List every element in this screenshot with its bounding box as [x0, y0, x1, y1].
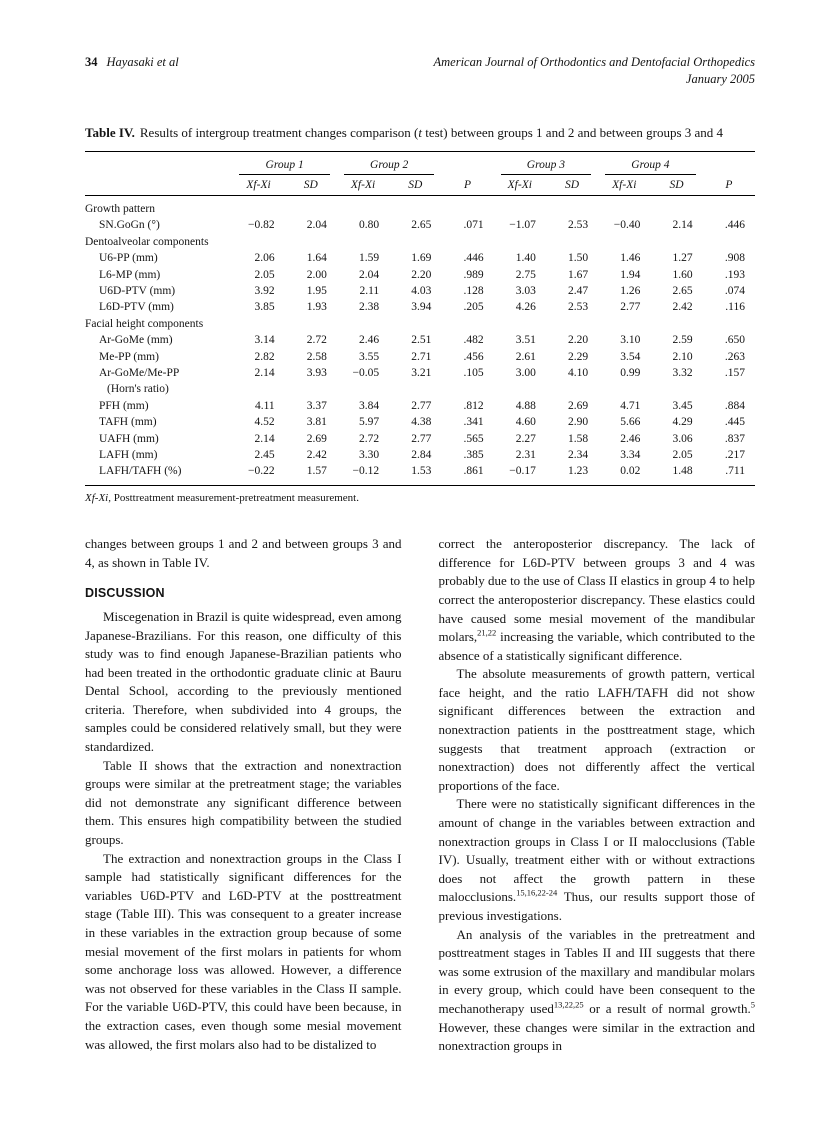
value-cell: 2.46	[620, 432, 641, 445]
value-cell	[494, 234, 546, 250]
value-cell: .263	[724, 350, 745, 363]
value-cell: 3.45	[672, 399, 693, 412]
row-label: U6D-PTV (mm)	[99, 284, 176, 297]
text-run: t	[418, 124, 422, 140]
group-1-header-cell	[232, 151, 337, 175]
value-cell	[337, 381, 389, 397]
value-cell: .456	[463, 350, 484, 363]
value-cell: 2.90	[568, 416, 589, 429]
paragraph	[85, 850, 402, 1055]
spacer-cell	[703, 151, 755, 175]
table-row	[85, 381, 755, 397]
value-cell: 3.14	[254, 334, 275, 347]
value-cell: .193	[724, 268, 745, 281]
row-label: L6D-PTV (mm)	[99, 301, 174, 314]
value-cell: 2.47	[568, 284, 589, 297]
value-cell: 4.26	[515, 301, 536, 314]
value-cell	[337, 234, 389, 250]
value-cell: .650	[724, 334, 745, 347]
value-cell: 1.60	[672, 268, 693, 281]
value-cell	[285, 234, 337, 250]
subheader-sd: SD	[546, 175, 598, 196]
text-run: increasing the variable, which contributed to the absence of a statistically significant difference.	[438, 629, 755, 663]
value-cell: 2.59	[672, 334, 693, 347]
value-cell: 2.71	[411, 350, 432, 363]
value-cell	[285, 381, 337, 397]
row-label: TAFH (mm)	[99, 416, 157, 429]
table-section-row	[85, 234, 755, 250]
value-cell	[337, 316, 389, 332]
table-row	[85, 217, 755, 233]
body-column-right	[439, 535, 756, 1056]
value-cell: .341	[463, 416, 484, 429]
row-label: Ar-GoMe/Me-PP	[99, 367, 180, 379]
text-run: or a result of normal growth.	[583, 1000, 751, 1016]
page-header-left	[85, 54, 179, 71]
value-cell	[389, 195, 441, 217]
value-cell: 2.69	[306, 432, 327, 445]
value-cell	[389, 316, 441, 332]
value-cell: 2.11	[359, 284, 380, 297]
table-row	[85, 250, 755, 266]
subheader-sd: SD	[389, 175, 441, 196]
table-subheader-row	[85, 175, 755, 196]
subheader-p: P	[441, 175, 493, 196]
table-row	[85, 365, 755, 381]
value-cell: 3.37	[306, 399, 327, 412]
table-body	[85, 195, 755, 485]
value-cell: 2.14	[254, 432, 275, 445]
value-cell	[650, 234, 702, 250]
value-cell: 2.06	[254, 252, 275, 265]
value-cell: .711	[703, 463, 755, 485]
value-cell: −0.82	[248, 219, 275, 232]
value-cell: .385	[463, 449, 484, 462]
spacer-cell	[85, 175, 232, 196]
value-cell: 2.58	[306, 350, 327, 363]
issue-date: January 2005	[685, 71, 755, 86]
value-cell: 2.38	[359, 301, 380, 314]
value-cell: 2.04	[359, 268, 380, 281]
text-run: correct the anteroposterior discrepancy. The lack of difference for L6D-PTV between groups 3 and 4 was probably due to the use of Class II elastics in group 4 to help correct the anteroposterior discrepancy. These elastics could have caused some mesial movement of the mandibular molars,	[438, 536, 755, 645]
table-footnote	[85, 491, 755, 505]
value-cell: 2.77	[411, 432, 432, 445]
text-run: Thus, our results support those of previous investigations.	[438, 889, 755, 924]
value-cell	[598, 234, 650, 250]
value-cell: 2.51	[411, 334, 432, 347]
value-cell: .128	[463, 284, 484, 297]
value-cell: 4.11	[254, 399, 275, 412]
value-cell	[232, 195, 284, 217]
subheader-xfxi: Xf-Xi	[494, 175, 546, 196]
value-cell: .908	[724, 252, 745, 265]
value-cell	[598, 195, 650, 217]
journal-name: American Journal of Orthodontics and Dentofacial Orthopedics	[433, 55, 755, 69]
value-cell: 3.94	[411, 301, 432, 314]
value-cell: .105	[463, 367, 484, 379]
value-cell: 2.42	[672, 301, 693, 314]
value-cell: 2.00	[306, 268, 327, 281]
citation-superscript: 5	[750, 999, 755, 1010]
value-cell: 2.65	[411, 219, 432, 232]
value-cell: 3.34	[620, 449, 641, 462]
value-cell: 2.72	[306, 334, 327, 347]
value-cell: 2.53	[568, 301, 589, 314]
text-run: test) between groups 1 and 2 and between groups 3 and 4	[421, 124, 724, 140]
value-cell: 2.61	[515, 350, 536, 363]
value-cell: 3.81	[306, 416, 327, 429]
value-cell: 5.97	[359, 416, 380, 429]
value-cell: 5.66	[620, 416, 641, 429]
value-cell: 2.84	[411, 449, 432, 462]
value-cell: 3.00	[515, 367, 536, 379]
value-cell	[494, 316, 546, 332]
value-cell	[598, 381, 650, 397]
row-label: (Horn's ratio)	[107, 383, 169, 396]
table-row	[85, 463, 755, 485]
table-section-row	[85, 316, 755, 332]
value-cell: .446	[724, 219, 745, 232]
value-cell: −0.17	[494, 463, 546, 485]
table-caption-text	[140, 125, 723, 140]
body-column-left	[85, 535, 402, 1056]
row-label: Growth pattern	[85, 202, 155, 215]
subheader-p: P	[703, 175, 755, 196]
value-cell: 4.71	[620, 399, 641, 412]
value-cell: .445	[724, 416, 745, 429]
value-cell: 2.53	[568, 219, 589, 232]
group-3-header: Group 3	[501, 159, 592, 175]
value-cell: .884	[724, 399, 745, 412]
text-run: An analysis of the variables in the pretreatment and posttreatment stages in Tables II and III suggests that there was some extrusion of the maxillary and mandibular molars in every group, which could have been consequent to the mechanotherapy used	[438, 926, 755, 1016]
table-row	[85, 414, 755, 430]
table-row	[85, 398, 755, 414]
group-2-header: Group 2	[344, 159, 435, 175]
value-cell: 3.92	[254, 284, 275, 297]
value-cell	[703, 195, 755, 217]
table-row	[85, 447, 755, 463]
value-cell: 2.14	[672, 219, 693, 232]
paragraph	[439, 665, 756, 795]
value-cell: .116	[725, 301, 745, 314]
value-cell: .812	[463, 399, 484, 412]
text-run: Miscegenation in Brazil is quite widespread, even among Japanese-Brazilians. For this reason, one difficulty of this study was to find enough Japanese-Brazilian patients who had been treated in the orthodontic graduate clinic at Bauru Dental School, according to the previously mentioned criteria. Therefore, when subdivided into 4 groups, the samples could be considered relatively small, but they were standardized.	[85, 608, 402, 755]
table-row	[85, 267, 755, 283]
value-cell: 3.85	[254, 301, 275, 314]
row-label: Me-PP (mm)	[99, 350, 159, 363]
text-run: changes between groups 1 and 2 and between groups 3 and 4, as shown in Table IV.	[85, 536, 402, 570]
value-cell: 3.93	[306, 367, 327, 379]
value-cell: 2.14	[254, 367, 275, 379]
value-cell	[546, 381, 598, 397]
value-cell: 4.52	[254, 416, 275, 429]
value-cell: 2.05	[254, 268, 275, 281]
value-cell	[441, 381, 493, 397]
row-label: LAFH (mm)	[99, 449, 158, 462]
value-cell	[703, 316, 755, 332]
row-label: Facial height components	[85, 317, 204, 330]
row-label: UAFH (mm)	[99, 432, 159, 445]
value-cell: .482	[463, 334, 484, 347]
value-cell: −0.40	[613, 219, 641, 232]
value-cell: 3.84	[359, 399, 380, 412]
citation-superscript: 15,16,22-24	[516, 888, 558, 899]
value-cell	[285, 316, 337, 332]
value-cell	[546, 195, 598, 217]
value-cell: 4.60	[515, 416, 536, 429]
value-cell: 3.55	[359, 350, 380, 363]
group-4-header-cell	[598, 151, 703, 175]
value-cell	[389, 381, 441, 397]
group-4-header: Group 4	[605, 159, 696, 175]
text-run: Results of intergroup treatment changes comparison (	[139, 124, 419, 140]
row-label: Ar-GoMe (mm)	[99, 334, 173, 347]
text-run: However, these changes were similar in the extraction and nonextraction groups in	[438, 1019, 755, 1054]
value-cell: 1.67	[568, 268, 589, 281]
value-cell: .446	[463, 252, 484, 265]
table-row	[85, 283, 755, 299]
citation-superscript: 13,22,25	[553, 999, 584, 1010]
value-cell	[494, 195, 546, 217]
value-cell: 0.99	[620, 367, 641, 379]
table-row	[85, 299, 755, 315]
citation-superscript: 21,22	[477, 627, 497, 638]
page-number: 34	[85, 55, 98, 69]
running-authors: Hayasaki et al	[106, 55, 179, 69]
table-row	[85, 349, 755, 365]
value-cell: 3.54	[620, 350, 641, 363]
text-run: There were no statistically significant differences in the amount of change in the variables between extraction and nonextraction groups in Class I or II malocclusions (Table IV). Usually, treatment either with or without extractions does not affect the growth pattern in these malocclusions.	[438, 796, 755, 905]
article-body	[85, 535, 755, 1056]
value-cell: 2.10	[672, 350, 693, 363]
spacer-cell	[85, 151, 232, 175]
text-run: Table II shows that the extraction and nonextraction groups were similar at the pretreatment stage; the variables did not demonstrate any significant difference between them. This ensures high compatibility between the studied groups.	[85, 757, 402, 848]
value-cell: −0.05	[352, 367, 380, 379]
value-cell: 1.69	[411, 252, 432, 265]
value-cell: 4.38	[411, 416, 432, 429]
table-label: Table IV.	[85, 124, 135, 140]
paragraph	[85, 535, 402, 572]
value-cell: −0.12	[337, 463, 389, 485]
value-cell: 3.32	[672, 367, 693, 379]
text-run: The extraction and nonextraction groups in the Class I sample had statistically significant differences for the variables U6D-PTV and L6D-PTV at the posttreatment stage (Table III). This was consequent to a greater increase in these variables in the extraction group because of some mesial movement of the first molars in patients for whom some anchorage loss was allowed. However, a difference was not observed for these variables in the Class II sample. For the variable U6D-PTV, this could have been because, in the extraction cases, even though some mesial movement was allowed, the first molars also had to be distalized to	[85, 850, 402, 1052]
value-cell: 2.20	[568, 334, 589, 347]
table-row	[85, 332, 755, 348]
table-group-header-row	[85, 151, 755, 175]
row-label: Dentoalveolar components	[85, 235, 209, 248]
value-cell	[703, 234, 755, 250]
value-cell: 3.03	[515, 284, 536, 297]
value-cell: .565	[463, 432, 484, 445]
value-cell: 1.59	[359, 252, 380, 265]
page-header-right	[434, 54, 756, 88]
value-cell: 1.50	[568, 252, 589, 265]
value-cell: 1.58	[568, 432, 589, 445]
value-cell	[285, 195, 337, 217]
value-cell: 2.42	[306, 449, 327, 462]
value-cell: 2.75	[515, 268, 536, 281]
row-label: SN.GoGn (°)	[99, 219, 160, 232]
value-cell	[441, 195, 493, 217]
value-cell: 2.05	[672, 449, 693, 462]
value-cell	[546, 234, 598, 250]
value-cell: 4.88	[515, 399, 536, 412]
subheader-xfxi: Xf-Xi	[232, 175, 284, 196]
value-cell: 1.53	[389, 463, 441, 485]
subheader-sd: SD	[650, 175, 702, 196]
results-table	[85, 151, 755, 486]
value-cell: 2.34	[568, 449, 589, 462]
group-3-header-cell	[494, 151, 599, 175]
table-iv-block	[85, 124, 755, 505]
value-cell: 2.20	[411, 268, 432, 281]
paragraph	[85, 608, 402, 757]
subheader-sd: SD	[285, 175, 337, 196]
value-cell: 4.29	[672, 416, 693, 429]
value-cell: .205	[463, 301, 484, 314]
row-label: PFH (mm)	[99, 399, 149, 412]
paragraph	[439, 926, 756, 1056]
value-cell: 2.04	[306, 219, 327, 232]
value-cell	[232, 234, 284, 250]
paragraph	[439, 535, 756, 665]
value-cell: 3.30	[359, 449, 380, 462]
table-section-row	[85, 195, 755, 217]
value-cell	[389, 234, 441, 250]
value-cell	[494, 381, 546, 397]
value-cell: 1.48	[650, 463, 702, 485]
page-header	[85, 54, 755, 88]
value-cell: 1.27	[672, 252, 693, 265]
value-cell: 1.40	[515, 252, 536, 265]
value-cell: 1.93	[306, 301, 327, 314]
value-cell: .217	[724, 449, 745, 462]
value-cell: 3.21	[411, 367, 432, 379]
value-cell: 1.46	[620, 252, 641, 265]
value-cell: 1.95	[306, 284, 327, 297]
value-cell: 1.23	[546, 463, 598, 485]
subheader-xfxi: Xf-Xi	[337, 175, 389, 196]
row-label: U6-PP (mm)	[99, 252, 158, 265]
value-cell: 3.51	[515, 334, 536, 347]
value-cell: 3.10	[620, 334, 641, 347]
row-label: L6-MP (mm)	[99, 268, 161, 281]
table-caption	[85, 124, 755, 142]
value-cell: 4.10	[568, 367, 589, 379]
value-cell	[546, 316, 598, 332]
value-cell: .837	[724, 432, 745, 445]
value-cell	[232, 381, 284, 397]
text-run: Xf-Xi	[85, 491, 109, 504]
value-cell: 4.03	[411, 284, 432, 297]
spacer-cell	[441, 151, 493, 175]
value-cell	[441, 234, 493, 250]
value-cell	[232, 316, 284, 332]
value-cell: 1.26	[620, 284, 641, 297]
value-cell: 1.64	[306, 252, 327, 265]
row-label: LAFH/TAFH (%)	[85, 463, 232, 485]
value-cell: .157	[724, 367, 745, 379]
value-cell: 0.02	[598, 463, 650, 485]
value-cell: 2.77	[411, 399, 432, 412]
value-cell	[650, 195, 702, 217]
value-cell: 2.45	[254, 449, 275, 462]
value-cell	[703, 381, 755, 397]
value-cell	[650, 316, 702, 332]
value-cell: 2.82	[254, 350, 275, 363]
value-cell: 2.72	[359, 432, 380, 445]
text-run: , Posttreatment measurement-pretreatment measurement.	[108, 491, 359, 504]
text-run: The absolute measurements of growth pattern, vertical face height, and the ratio LAFH/TAFH did not show significant differences between the extraction and nonextraction patients in the posttreatment stage, which suggests that treatment approach (extraction or nonextraction) does not differently affect the vertical proportions of the face.	[438, 666, 755, 793]
value-cell: .989	[463, 268, 484, 281]
value-cell: −0.22	[232, 463, 284, 485]
value-cell	[650, 381, 702, 397]
value-cell	[337, 195, 389, 217]
paragraph	[85, 757, 402, 850]
value-cell	[598, 316, 650, 332]
group-1-header: Group 1	[239, 159, 330, 175]
section-heading	[85, 584, 402, 603]
subheader-xfxi: Xf-Xi	[598, 175, 650, 196]
table-row	[85, 431, 755, 447]
value-cell: 0.80	[359, 219, 380, 232]
value-cell: 1.94	[620, 268, 641, 281]
value-cell	[441, 316, 493, 332]
value-cell: 2.31	[515, 449, 536, 462]
value-cell: 2.29	[568, 350, 589, 363]
text-run: DISCUSSION	[85, 586, 165, 601]
value-cell: −1.07	[509, 219, 536, 232]
value-cell: 2.65	[672, 284, 693, 297]
value-cell: 2.27	[515, 432, 536, 445]
value-cell: 1.57	[285, 463, 337, 485]
value-cell: 3.06	[672, 432, 693, 445]
value-cell: 2.46	[359, 334, 380, 347]
value-cell: .074	[724, 284, 745, 297]
group-2-header-cell	[337, 151, 442, 175]
value-cell: 2.77	[620, 301, 641, 314]
value-cell: .071	[463, 219, 484, 232]
value-cell: 2.69	[568, 399, 589, 412]
paragraph	[439, 795, 756, 925]
value-cell: .861	[441, 463, 493, 485]
